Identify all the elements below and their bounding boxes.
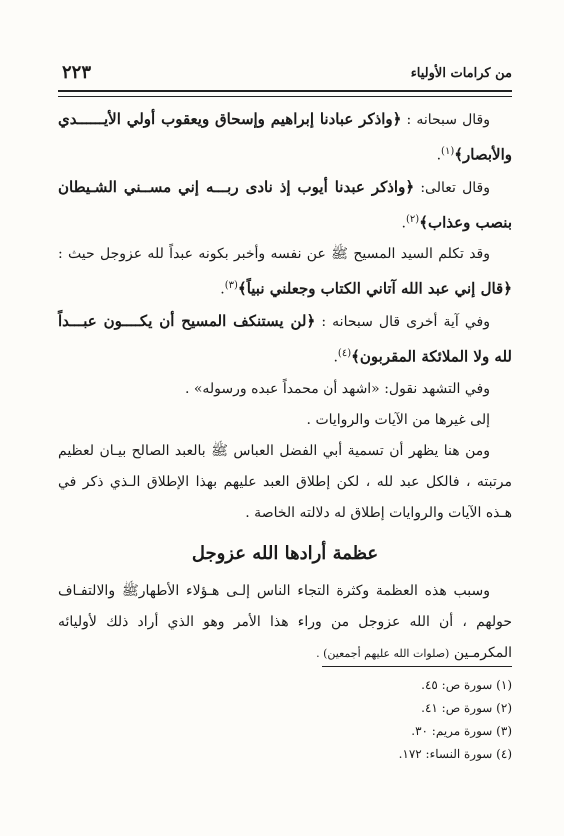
quran-quote: ﴿لن يستنكف المسيح أن يكــــون عبـــداً لله ولا الملائكة المقربون﴾ — [58, 311, 512, 366]
paragraph-text: وفي آية أخرى قال سبحانه : — [315, 313, 490, 330]
running-title: من كرامات الأولياء — [410, 66, 512, 81]
paragraph-text: وقال تعالى: — [414, 179, 490, 196]
punctuation: . — [436, 147, 442, 164]
footnote: (٢) سورة ص: ٤١. — [421, 701, 512, 715]
paragraph — [58, 172, 512, 240]
punctuation: . — [401, 215, 406, 232]
paragraph — [58, 436, 512, 529]
quran-quote: ﴿واذكر عبدنا أيوب إذ نادى ربـــه إني مســني الشـيطان بنصب وعذاب﴾ — [58, 177, 512, 232]
paragraph — [58, 374, 512, 405]
paragraph-text: وفي التشهد نقول: «اشهد أن محمداً عبده ورسوله» . — [184, 380, 490, 397]
paragraph-text: وقال سبحانه : — [401, 112, 490, 128]
footnote: (٣) سورة مريم: ٣٠. — [411, 724, 512, 738]
footnote-ref: (١) — [441, 146, 455, 157]
footnote-rule — [322, 666, 512, 667]
footnote: (١) سورة ص: ٤٥. — [421, 678, 512, 692]
paragraph-text: ومن هنا يظهر أن تسمية أبي الفضل العباس ﷺ بالعبد الصالح بيـان لعظيم مرتبته ، فالكل عبد لله ، لكن إطلاق العبد عليهم بهذا الإطلاق الـذي ذكر في هـذه الآيات والروايات إطلاق له دلالته الخاصة . — [58, 442, 512, 521]
footnote-ref: (٤) — [337, 347, 352, 359]
paragraph-text: إلى غيرها من الآيات والروايات . — [306, 411, 490, 428]
footnote-ref: (٣) — [224, 280, 238, 292]
paragraph — [58, 405, 512, 436]
header-rule — [58, 90, 512, 97]
running-header — [58, 58, 512, 88]
page-number: ٢٢٣ — [62, 62, 92, 83]
paragraph-text: وقد تكلم السيد المسيح ﷺ عن نفسه وأخبر بكونه عبداً لله عزوجل حيث : — [58, 246, 490, 263]
paragraph-text: وسبب هذه العظمة وكثرة التجاء الناس إلـى هـؤلاء الأطهارﷺ والالتفـاف حولهم ، أن الله عزوجل من وراء هذا الأمر وهو الذي أراد ذلك لأوليائه المكرمـين — [58, 582, 512, 661]
section-heading: عظمة أرادها الله عزوجل — [191, 542, 379, 564]
paragraph-text-end: (صلوات الله عليهم أجمعين) . — [316, 646, 450, 660]
footnotes — [58, 674, 512, 766]
quran-quote: ﴿واذكر عبادنا إبراهيم وإسحاق ويعقوب أولي الأيــــــدي والأبصار﴾ — [58, 110, 512, 164]
footnote: (٤) سورة النساء: ١٧٢. — [398, 747, 512, 761]
quran-quote: ﴿قال إني عبد الله آتاني الكتاب وجعلني نبياً﴾ — [237, 279, 512, 298]
punctuation: . — [220, 281, 225, 298]
footnote-ref: (٢) — [406, 213, 420, 225]
punctuation: . — [333, 349, 338, 366]
paragraph — [58, 306, 512, 374]
main-text — [58, 104, 512, 669]
book-page — [58, 0, 512, 836]
paragraph — [58, 239, 512, 306]
paragraph — [58, 104, 512, 172]
paragraph — [58, 576, 512, 669]
